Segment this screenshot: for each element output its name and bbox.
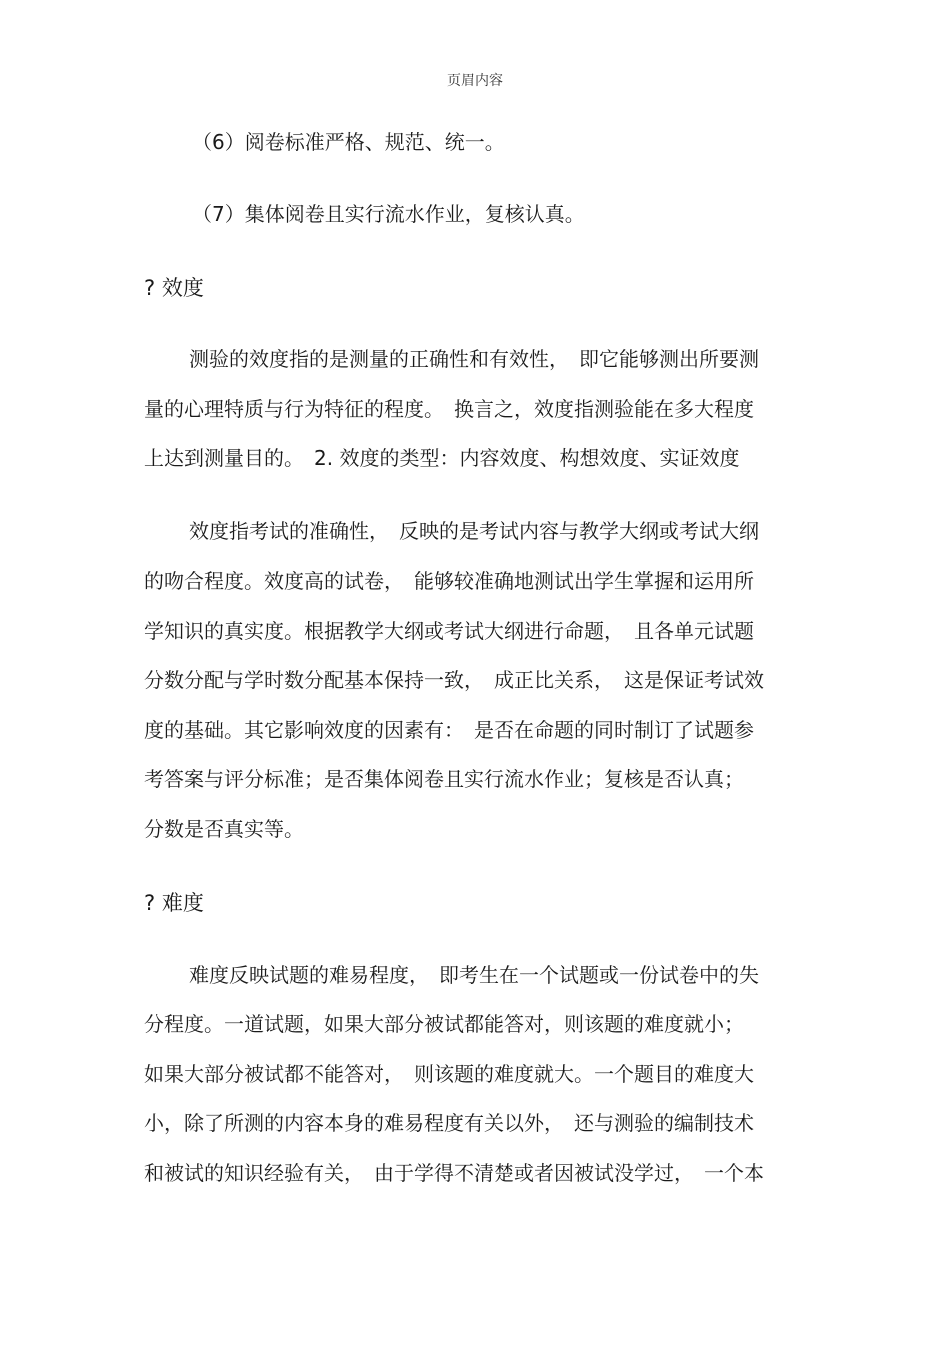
paragraph-line: 考答案与评分标准；是否集体阅卷且实行流水作业；复核是否认真；	[144, 767, 744, 791]
paragraph-line: 难度反映试题的难易程度， 即考生在一个试题或一份试卷中的失	[189, 963, 759, 987]
paragraph-line: 测验的效度指的是测量的正确性和有效性， 即它能够测出所要测	[189, 347, 759, 371]
list-item-6: （6）阅卷标准严格、规范、统一。	[192, 130, 505, 154]
paragraph-line: 分数是否真实等。	[144, 817, 304, 841]
section-heading-validity: ? 效度	[144, 276, 204, 300]
paragraph-line: 效度指考试的准确性， 反映的是考试内容与教学大纲或考试大纲	[189, 519, 759, 543]
paragraph-line: 度的基础。其它影响效度的因素有： 是否在命题的同时制订了试题参	[144, 718, 754, 742]
section-heading-difficulty: ? 难度	[144, 891, 204, 915]
paragraph-line: 分程度。一道试题，如果大部分被试都能答对，则该题的难度就小；	[144, 1012, 744, 1036]
paragraph-line: 上达到测量目的。 2. 效度的类型：内容效度、构想效度、实证效度	[144, 446, 740, 470]
paragraph-line: 学知识的真实度。根据教学大纲或考试大纲进行命题， 且各单元试题	[144, 619, 754, 643]
paragraph-line: 小，除了所测的内容本身的难易程度有关以外， 还与测验的编制技术	[144, 1111, 754, 1135]
paragraph-line: 分数分配与学时数分配基本保持一致， 成正比关系， 这是保证考试效	[144, 668, 764, 692]
paragraph-line: 量的心理特质与行为特征的程度。 换言之，效度指测验能在多大程度	[144, 397, 754, 421]
list-item-7: （7）集体阅卷且实行流水作业，复核认真。	[192, 202, 585, 226]
paragraph-line: 的吻合程度。效度高的试卷， 能够较准确地测试出学生掌握和运用所	[144, 569, 754, 593]
page-header: 页眉内容	[447, 73, 503, 89]
paragraph-line: 如果大部分被试都不能答对， 则该题的难度就大。一个题目的难度大	[144, 1062, 754, 1086]
paragraph-line: 和被试的知识经验有关， 由于学得不清楚或者因被试没学过， 一个本	[144, 1161, 764, 1185]
